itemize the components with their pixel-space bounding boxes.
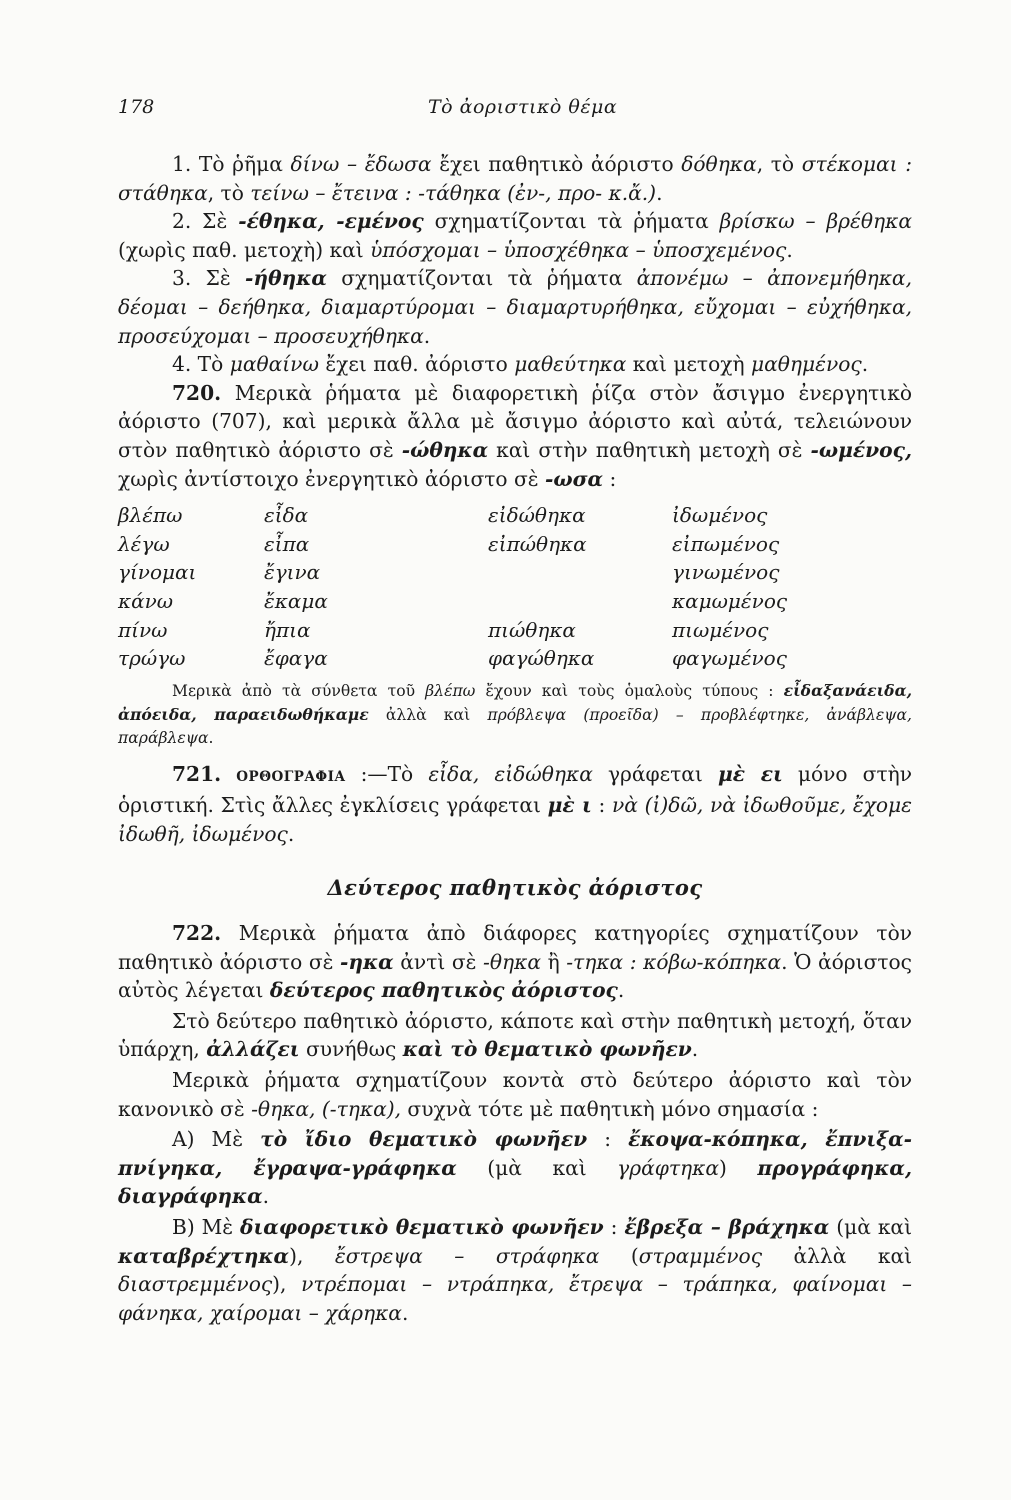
verb-example: ἀπονέμω – ἀπονεμήθηκα, δέομαι – δεήθηκα, διαμαρτύρομαι – διαμαρτυρήθηκα, εὔχομαι – εὐχήθηκα, προσεύχομαι – προσευχήθηκα [118,266,912,348]
verb-example: -τηκα : κόβω-κόπηκα [566,949,782,974]
section-number: 722. [172,921,222,946]
text: :—Τὸ [345,761,429,786]
text: χωρὶς ἀντίστοιχο ἐνεργητικὸ ἀόριστο σὲ [118,466,545,491]
verb-forms-table [118,501,902,673]
cell-passive-aorist: φαγώθηκα [488,646,595,671]
text: ) [719,1155,758,1180]
ending-emphasis: -ηκα [340,949,394,974]
text: καὶ στὴν παθητικὴ μετοχὴ σὲ [488,437,811,462]
text: 3. Σὲ [172,266,246,291]
term-emphasis: δεύτερος παθητικὸς ἀόριστος [269,978,618,1003]
cell-passive-aorist [488,587,672,616]
verb-example: ἔστρεψα – στράφηκα [334,1243,600,1268]
text: . [423,323,431,348]
verb-example: μαθημένος [751,352,862,377]
text: Μερικὰ ῥήματα ἀπὸ διάφορες κατηγορίες σχηματίζουν τὸν παθητικὸ ἀόριστο σὲ [118,921,912,974]
cell-present: κάνω [118,588,174,613]
verb-example: νὰ (ἰ)δῶ, νὰ ἰδωθοῦμε, ἔχομε ἰδωθῆ, ἰδωμένος [118,793,912,846]
section-721 [118,760,912,849]
verb-example: διαστρεμμένος [118,1272,273,1297]
cell-aorist: ἔγινα [264,560,321,585]
table-row [118,616,902,645]
paragraph-4 [118,350,912,379]
section-722 [118,919,912,1005]
cell-aorist: εἶπα [264,531,310,556]
table-row [118,501,902,530]
text: , τὸ [207,180,251,205]
verb-example: -θηκα, (-τηκα), [251,1096,401,1121]
spelling-emphasis: μὲ ι [547,793,592,818]
text: ), [289,1243,335,1268]
table-row [118,558,902,587]
text: ), [272,1272,302,1297]
verb-example: πρόβλεψα (προεῖδα) – προβλέφτηκε, ἀνάβλεψα, παράβλεψα [118,705,912,747]
ending-emphasis: -ωσα [545,466,604,491]
verb-example: στραμμένος [638,1243,763,1268]
verb-example: ἔκοψα-κόπηκα, ἔπνιξα-πνίγηκα, ἔγραψα-γράφηκα [118,1127,912,1180]
text: Α) Μὲ [172,1127,261,1152]
term-emphasis: καὶ τὸ θεματικὸ φωνῆεν [402,1037,692,1062]
text: ( [599,1243,639,1268]
verb-example: βλέπω [425,681,476,700]
text: . [287,821,295,846]
verb-example: ἔβρεξα – βράχηκα [624,1215,830,1239]
ending-emphasis: -ωμένος, [810,437,912,462]
table-row [118,587,902,616]
verb-example: μαθαίνω [229,352,319,377]
verb-example: -θηκα [483,949,541,974]
text: : [587,1127,629,1152]
text: Μερικὰ ἀπὸ τὰ σύνθετα τοῦ [172,681,426,700]
text: Μερικὰ ῥήματα σχηματίζουν κοντὰ στὸ δεύτερο ἀόριστο καὶ τὸν κανονικὸ σὲ [118,1068,912,1121]
term-emphasis: ἀλλάζει [206,1037,300,1062]
cell-aorist: ἔκαμα [264,588,328,613]
verb-example: ντρέπομαι – ντράπηκα, ἔτρεψα – τράπηκα, φαίνομαι – φάνηκα, χαίρομαι – χάρηκα [118,1272,912,1325]
ending-emphasis: -ώθηκα [401,437,489,462]
cell-present: πίνω [118,617,168,642]
orthography-label: ΟΡΘΟΓΡΑΦΙΑ [236,768,346,785]
text: ἢ [541,949,567,974]
cell-participle: γινωμένος [672,560,780,585]
text: 1. Τὸ ῥῆμα [172,152,291,176]
text: Β) Μὲ [172,1215,241,1239]
text: . [656,180,663,205]
paragraph-a [118,1125,912,1211]
term-emphasis: τὸ ἴδιο θεματικὸ φωνῆεν [260,1127,588,1152]
text: ἔχουν καὶ τοὺς ὁμαλοὺς τύπους : [475,681,784,700]
text: σχηματίζονται τὰ ῥήματα [423,209,720,234]
text: Στὸ δεύτερο παθητικὸ ἀόριστο, κάποτε καὶ στὴν παθητικὴ μετοχή, ὅταν ὑπάρχη, [118,1008,912,1062]
text: (χωρὶς παθ. μετοχὴ) καὶ [118,237,371,262]
page-number: 178 [118,96,155,118]
cell-passive-aorist [488,558,672,587]
text: μόνο στὴν ὁριστική. Στὶς ἄλλες ἐγκλίσεις γράφεται [118,761,912,818]
verb-example: δόθηκα [681,152,757,176]
text: ἀντὶ σὲ [393,949,484,974]
text: ἀλλὰ καὶ [368,705,488,724]
ending-emphasis: -ήθηκα [245,266,327,291]
page-header [118,96,918,126]
cell-participle: πιωμένος [672,617,769,642]
cell-passive-aorist: εἰπώθηκα [488,531,587,556]
cell-present: βλέπω [118,503,183,528]
text: : [603,1215,625,1239]
text: . [691,1037,699,1062]
text: : [603,466,617,491]
verb-example: εἶδα, εἰδώθηκα [428,761,593,786]
section-heading: Δεύτερος παθητικὸς ἀόριστος [327,875,703,901]
text: 4. Τὸ [172,352,230,377]
cell-passive-aorist: πιώθηκα [488,617,576,642]
cell-participle: εἰπωμένος [672,531,780,556]
text: Μερικὰ ῥήματα μὲ διαφορετικὴ ῥίζα στὸν ἄσιγμο ἐνεργητικὸ ἀόριστο (707), καὶ μερικὰ ἄλλα μὲ ἄσιγμο ἀόριστο καὶ αὐτά, τελειώνουν στὸν παθητικὸ ἀόριστο σὲ [118,380,912,462]
cell-aorist: ἔφαγα [264,646,328,671]
cell-participle: φαγωμένος [672,646,787,671]
verb-example: εἶδαξανάειδα, ἀπόειδα, παραειδωθήκαμε [118,680,912,724]
verb-example: μαθεύτηκα [514,352,627,377]
text: . [861,352,869,377]
cell-present: λέγω [118,531,170,556]
page-body [118,150,912,1327]
text: συνήθως [299,1037,403,1062]
text: συχνὰ τότε μὲ παθητικὴ μόνο σημασία : [401,1096,819,1121]
cell-present: τρώγω [118,646,186,671]
text: (μὰ καὶ [456,1155,618,1180]
text: , τὸ [756,152,802,176]
verb-example: βρίσκω – βρέθηκα [719,209,912,234]
text: ἔχει παθητικὸ ἀόριστο [431,152,682,176]
verb-example: στέκομαι : στάθηκα [118,152,913,205]
paragraph-some-verbs [118,1066,912,1123]
paragraph-second-aorist [118,1007,912,1064]
term-emphasis: διαφορετικὸ θεματικὸ φωνῆεν [240,1215,604,1239]
text: γράφεται [592,761,718,786]
section-720 [118,379,912,493]
spelling-emphasis: μὲ ει [717,761,783,786]
paragraph-2 [118,207,912,264]
text: : [591,793,613,818]
text: (μὰ καὶ [829,1215,912,1239]
text: 2. Σὲ [172,209,239,234]
verb-example: προγράφηκα, διαγράφηκα [118,1155,912,1209]
text: σχηματίζονται τὰ ῥήματα [326,266,637,291]
text: . [262,1184,270,1209]
text: . [786,237,793,262]
cell-participle: ἰδωμένος [672,503,768,528]
cell-aorist: εἶδα [264,503,309,528]
verb-example: ὑπόσχομαι – ὑποσχέθηκα – ὑποσχεμένος [370,237,787,262]
small-print-note [118,679,912,750]
cell-present: γίνομαι [118,560,197,585]
text: ἀλλὰ καὶ [762,1243,912,1268]
text: . [208,728,214,747]
verb-example: καταβρέχτηκα [118,1243,290,1268]
text: . Ὁ ἀόριστος αὐτὸς λέγεται [118,949,912,1003]
text: ἔχει παθ. ἀόριστο [318,352,515,377]
text: . [617,978,625,1003]
cell-passive-aorist: εἰδώθηκα [488,503,586,528]
running-title: Τὸ ἀοριστικὸ θέμα [428,96,618,118]
ending-emphasis: -έθηκα, -εμένος [238,209,424,234]
section-number: 720. [172,380,222,405]
verb-example: τείνω – ἔτεινα : -τάθηκα (ἐν-, προ- κ.ἄ.) [250,180,657,205]
verb-example: γράφτηκα [617,1155,719,1180]
paragraph-3 [118,264,912,350]
cell-participle: καμωμένος [672,588,788,613]
paragraph-b [118,1213,912,1327]
cell-aorist: ἤπια [264,617,311,642]
text: . [401,1300,409,1325]
section-number: 721. [172,761,222,786]
text: καὶ μετοχὴ [626,352,751,377]
table-row [118,530,902,559]
table-row [118,644,902,673]
paragraph-1 [118,150,912,207]
verb-example: δίνω – ἔδωσα [290,152,432,176]
